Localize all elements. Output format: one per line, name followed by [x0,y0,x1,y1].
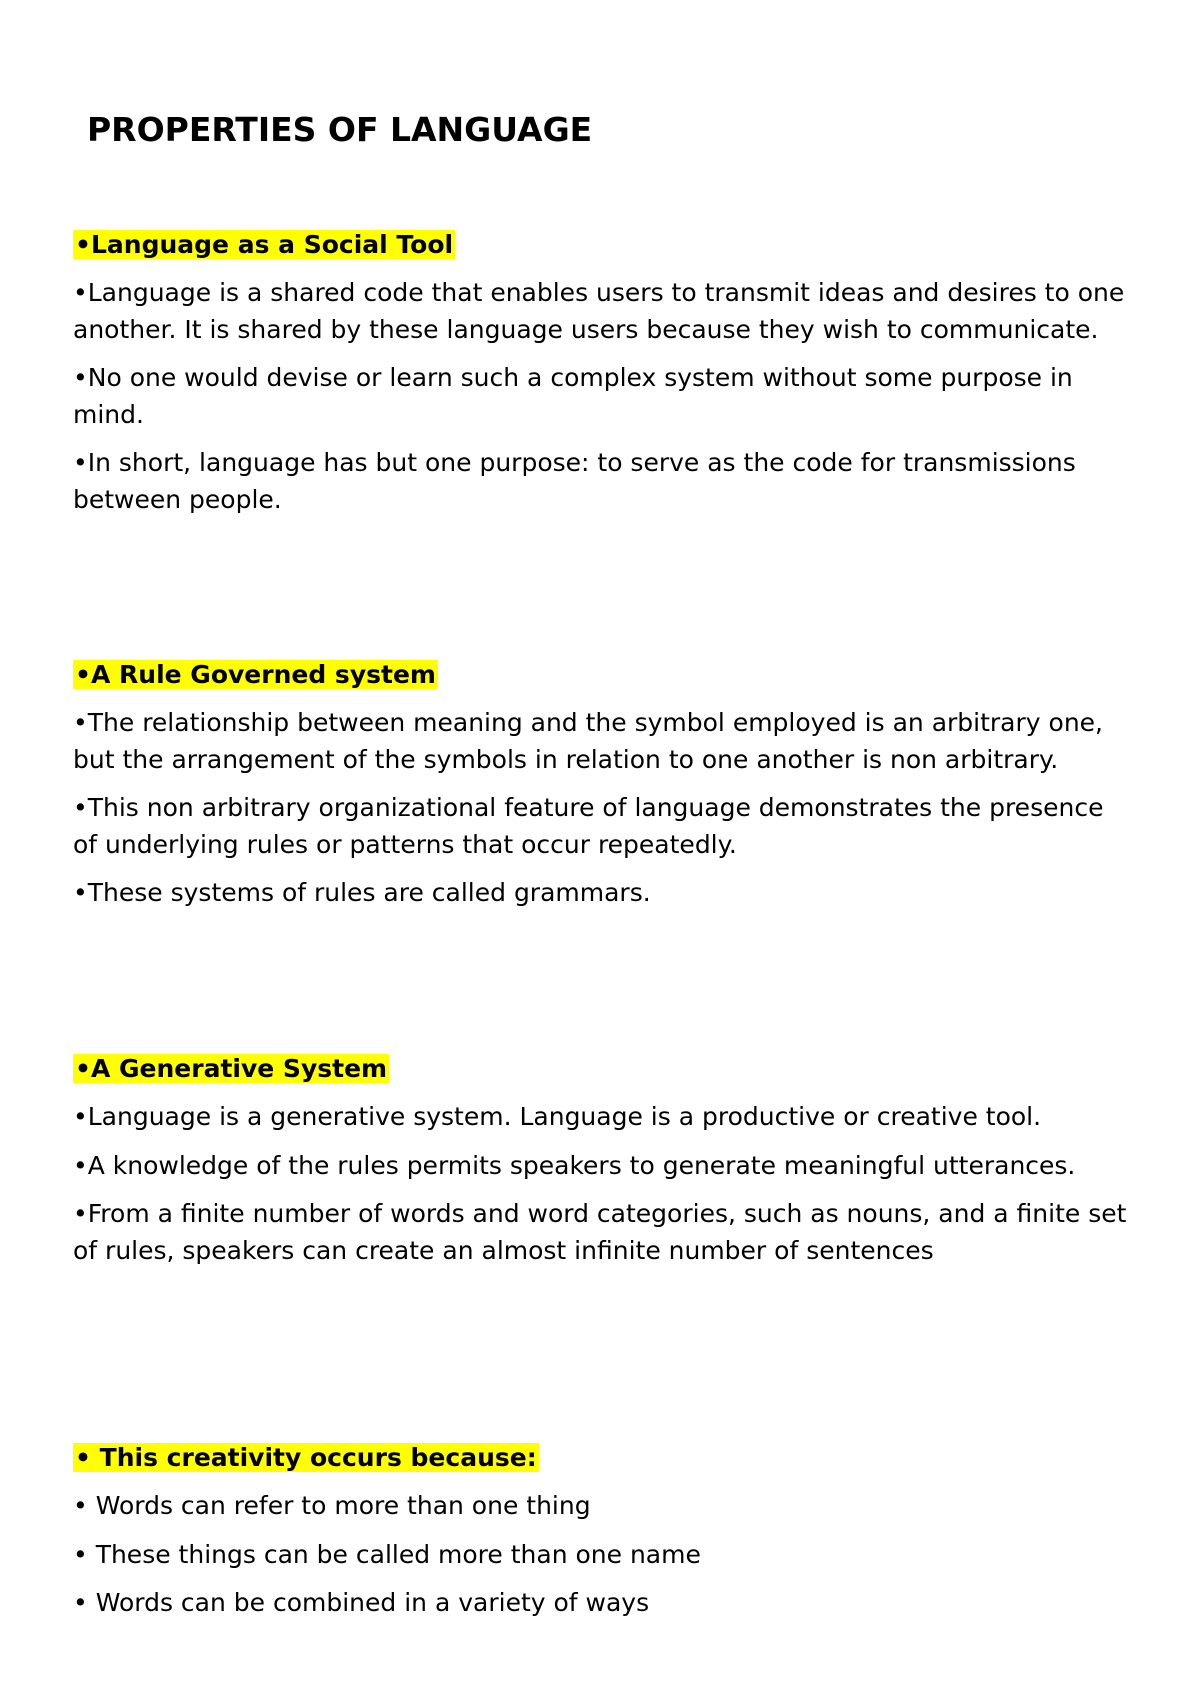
bullet-paragraph: •A knowledge of the rules permits speakers to generate meaningful utterances. [73,1150,1076,1180]
bullet-paragraph: • Words can be combined in a variety of ways [73,1588,650,1617]
section-generative-system [73,1051,1133,1281]
bullet-paragraph: •From a finite number of words and word categories, such as nouns, and a finite set of rules, speakers can create an almost infinite number of sentences [73,1199,1127,1265]
highlighted-heading-text: •A Generative System [75,1054,388,1083]
section-heading [73,657,1133,693]
highlighted-heading-text: •Language as a Social Tool [75,230,454,259]
section-creativity [73,1440,1133,1634]
section-rule-governed [73,657,1133,924]
bullet-paragraph: •Language is a shared code that enables users to transmit ideas and desires to one another. It is shared by these language users because they wish to communicate. [73,278,1125,344]
section-heading [73,227,1133,263]
bullet-paragraph: •These systems of rules are called grammars. [73,878,651,907]
highlighted-heading-text: • This creativity occurs because: [75,1443,537,1472]
highlighted-heading-text: •A Rule Governed system [75,660,436,689]
bullet-paragraph: •The relationship between meaning and the symbol employed is an arbitrary one, but the arrangement of the symbols in relation to one another is non arbitrary. [73,708,1103,774]
section-heading [73,1440,1133,1476]
bullet-paragraph: •Language is a generative system. Language is a productive or creative tool. [73,1102,1042,1131]
section-heading [73,1051,1133,1087]
section-social-tool [73,227,1133,530]
bullet-paragraph: • Words can refer to more than one thing [73,1491,591,1520]
bullet-paragraph: •No one would devise or learn such a complex system without some purpose in mind. [73,363,1073,429]
bullet-paragraph: •This non arbitrary organizational feature of language demonstrates the presence of underlying rules or patterns that occur repeatedly. [73,793,1104,859]
bullet-paragraph: •In short, language has but one purpose: to serve as the code for transmissions between people. [73,448,1076,514]
page-title: PROPERTIES OF LANGUAGE [87,110,593,149]
bullet-paragraph: • These things can be called more than one name [73,1539,701,1569]
